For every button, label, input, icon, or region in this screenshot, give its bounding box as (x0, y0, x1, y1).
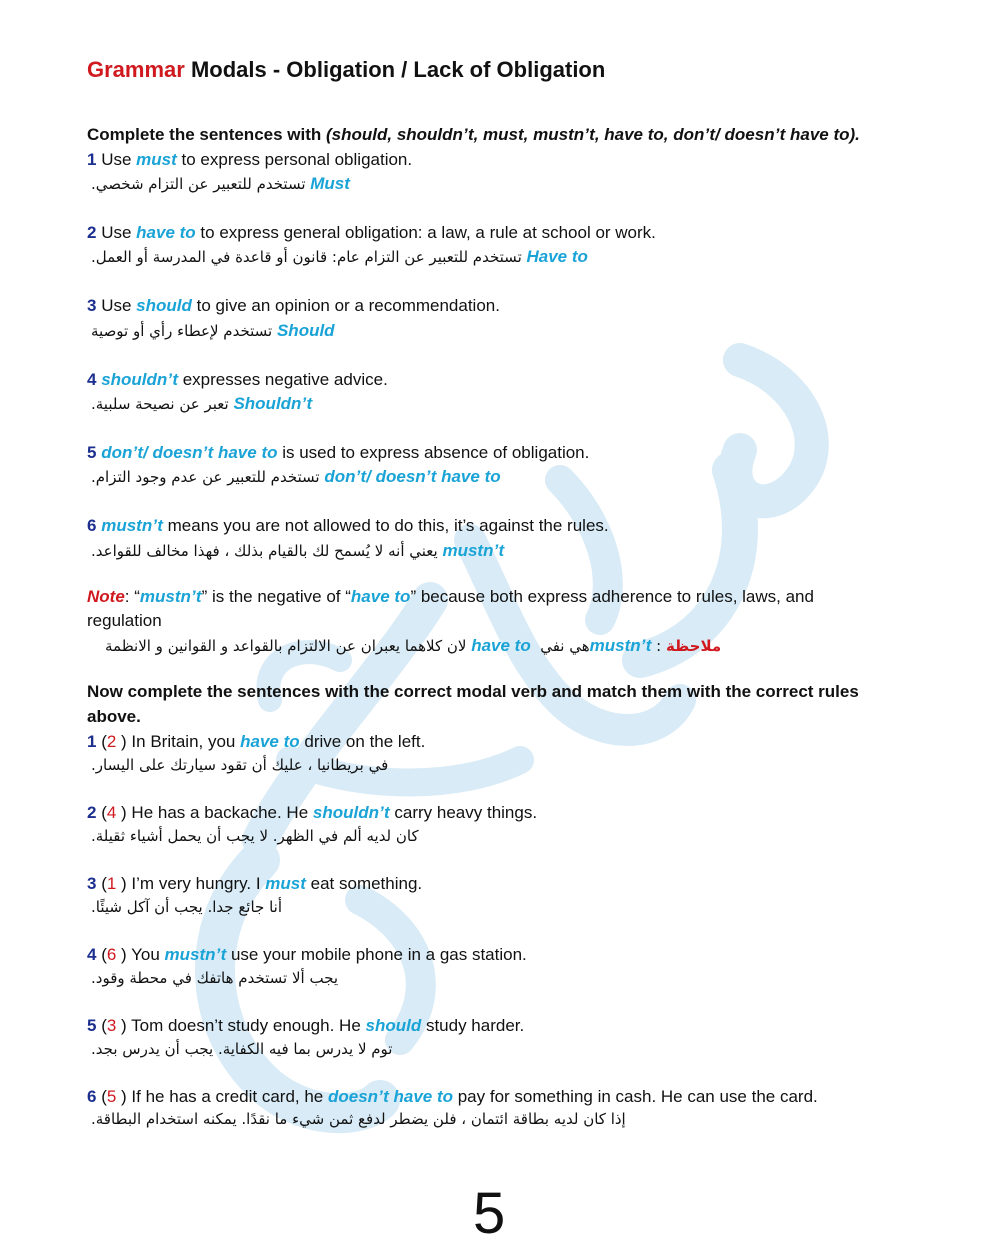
exercise-item-3: 3 (1 ) I’m very hungry. I must eat something. (87, 874, 423, 893)
rule-text: to express general obligation: a law, a rule at school or work. (195, 223, 656, 242)
exercise-item-1: 1 (2 ) In Britain, you have to drive on the left. (87, 732, 426, 751)
title-label: Grammar (87, 57, 185, 82)
exercise-item-3-arabic (91, 896, 282, 918)
instructions (87, 124, 860, 146)
note-label: Note (87, 587, 125, 606)
rule-number: 1 (87, 150, 97, 169)
arabic-translation: توم لا يدرس بما فيه الكفاية. يجب أن يدرس بجد. (91, 1040, 393, 1058)
arabic-translation: تستخدم للتعبير عن عدم وجود التزام. (91, 468, 320, 486)
exercise-item-2-arabic (91, 825, 419, 847)
item-text: drive on the left. (299, 732, 426, 751)
item-text: ) In Britain, you (116, 732, 241, 751)
exercise-heading-2 (87, 706, 141, 728)
rule-number: 3 (87, 296, 97, 315)
arabic-translation: هي نفي (535, 637, 590, 655)
rule-reference: 2 (106, 732, 117, 751)
rule-keyword: don’t/ doesn’t have to (101, 443, 278, 462)
rule-4-arabic (91, 393, 312, 415)
instructions-prefix: Complete the sentences with (87, 125, 326, 144)
item-number: 2 (87, 803, 97, 822)
rule-number: 2 (87, 223, 97, 242)
exercise-item-5: 5 (3 ) Tom doesn’t study enough. He should study harder. (87, 1016, 525, 1035)
arabic-colon: : (656, 637, 666, 655)
item-number: 5 (87, 1016, 97, 1035)
item-text: ) Tom doesn’t study enough. He (116, 1016, 366, 1035)
item-answer: have to (240, 732, 300, 751)
item-number: 6 (87, 1087, 97, 1106)
arabic-keyword: Should (276, 321, 335, 340)
item-text: ) If he has a credit card, he (116, 1087, 328, 1106)
arabic-keyword: Shouldn’t (233, 394, 313, 413)
note-text: ” because both express adherence to rules, laws, and (410, 587, 814, 606)
rule-reference: 5 (106, 1087, 117, 1106)
page-title (87, 57, 605, 83)
item-text: ) You (116, 945, 165, 964)
item-text: eat something. (305, 874, 423, 893)
item-text: carry heavy things. (389, 803, 538, 822)
note-keyword: have to (350, 587, 411, 606)
rule-number: 4 (87, 370, 97, 389)
arabic-keyword: don’t/ doesn’t have to (324, 467, 501, 486)
exercise-heading-1 (87, 681, 859, 703)
arabic-keyword: mustn’t (442, 541, 505, 560)
note-keyword: mustn’t (139, 587, 202, 606)
exercise-item-2: 2 (4 ) He has a backache. He shouldn’t carry heavy things. (87, 803, 538, 822)
rule-keyword: mustn’t (101, 516, 163, 535)
rule-reference: 3 (106, 1016, 117, 1035)
arabic-translation: تستخدم للتعبير عن التزام عام: قانون أو قاعدة في المدرسة أو العمل. (91, 248, 522, 266)
arabic-translation: تستخدم للتعبير عن التزام شخصي. (91, 175, 306, 193)
rule-reference: 4 (106, 803, 117, 822)
arabic-keyword: Must (310, 174, 350, 193)
rule-5 (87, 442, 589, 464)
exercise-item-5-arabic (91, 1038, 392, 1060)
item-number: 4 (87, 945, 97, 964)
rule-keyword: should (136, 296, 192, 315)
item-answer: mustn’t (164, 945, 227, 964)
rule-6-arabic (91, 540, 504, 562)
rule-5-arabic (91, 466, 501, 488)
arabic-translation: أنا جائع جدا. يجب أن آكل شيئًا. (91, 898, 283, 916)
rule-number: 6 (87, 516, 97, 535)
note-text: regulation (87, 611, 162, 630)
rule-text: means you are not allowed to do this, it’s against the rules. (162, 516, 609, 535)
item-answer: must (265, 874, 306, 893)
arabic-translation: تستخدم لإعطاء رأي أو توصية (91, 322, 273, 340)
rule-1 (87, 149, 412, 171)
arabic-keyword: have to (471, 636, 531, 655)
rule-text: to express personal obligation. (176, 150, 413, 169)
arabic-translation: في بريطانيا ، عليك أن تقود سيارتك على اليسار. (91, 756, 389, 774)
arabic-note-label: ملاحظة (665, 637, 722, 655)
item-answer: shouldn’t (312, 803, 390, 822)
item-text: ) I’m very hungry. I (116, 874, 266, 893)
item-answer: doesn’t have to (328, 1087, 453, 1106)
exercise-item-4-arabic (91, 967, 338, 989)
arabic-translation: إذا كان لديه بطاقة ائتمان ، فلن يضطر لدفع ثمن شيء ما نقدًا. يمكنه استخدام البطاقة. (91, 1110, 626, 1128)
item-text: use your mobile phone in a gas station. (226, 945, 527, 964)
rule-4 (87, 369, 388, 391)
exercise-item-6-arabic (91, 1108, 626, 1130)
arabic-translation: لان كلاهما يعبران عن الالتزام بالقواعد و القوانين و الانظمة (105, 637, 467, 655)
exercise-heading: above. (87, 707, 141, 726)
rule-reference: 1 (106, 874, 117, 893)
rule-keyword: must (136, 150, 177, 169)
title-text: Modals - Obligation / Lack of Obligation (190, 57, 606, 82)
rule-number: 5 (87, 443, 97, 462)
item-number: 3 (87, 874, 97, 893)
note-line-2 (87, 610, 162, 632)
arabic-keyword: mustn’t (589, 636, 652, 655)
item-answer: should (365, 1016, 422, 1035)
rule-1-arabic (91, 173, 350, 195)
note-arabic (105, 635, 721, 657)
rule-text: expresses negative advice. (178, 370, 388, 389)
rule-2-arabic (91, 246, 588, 268)
rule-2 (87, 222, 656, 244)
arabic-translation: تعبر عن نصيحة سلبية. (91, 395, 229, 413)
arabic-translation: يجب ألا تستخدم هاتفك في محطة وقود. (91, 969, 339, 987)
item-number: 1 (87, 732, 97, 751)
note-text: : “ (124, 587, 140, 606)
item-text: pay for something in cash. He can use the card. (453, 1087, 818, 1106)
rule-text: Use (101, 150, 137, 169)
item-text: study harder. (421, 1016, 525, 1035)
item-text: ) He has a backache. He (116, 803, 313, 822)
rule-3 (87, 295, 500, 317)
exercise-heading: Now complete the sentences with the correct modal verb and match them with the correct rules (87, 682, 859, 701)
rule-reference: 6 (106, 945, 117, 964)
rule-3-arabic (91, 320, 335, 342)
exercise-item-1-arabic (91, 754, 388, 776)
exercise-item-6: 6 (5 ) If he has a credit card, he doesn’t have to pay for something in cash. He can use the card. (87, 1087, 818, 1106)
rule-6 (87, 515, 609, 537)
note (87, 586, 814, 608)
instructions-options: (should, shouldn’t, must, mustn’t, have to, don’t/ doesn’t have to). (326, 125, 860, 144)
page-number: 5 (473, 1181, 506, 1246)
rule-text: to give an opinion or a recommendation. (191, 296, 500, 315)
rule-text: Use (101, 223, 137, 242)
note-text: ” is the negative of “ (201, 587, 351, 606)
arabic-keyword: Have to (526, 247, 588, 266)
rule-text: is used to express absence of obligation. (277, 443, 590, 462)
rule-keyword: have to (136, 223, 196, 242)
arabic-translation: يعني أنه لا يُسمح لك بالقيام بذلك ، فهذا مخالف للقواعد. (91, 542, 438, 560)
rule-keyword: shouldn’t (101, 370, 178, 389)
rule-text: Use (101, 296, 137, 315)
arabic-translation: كان لديه ألم في الظهر. لا يجب أن يحمل أشياء ثقيلة. (91, 827, 419, 845)
exercise-item-4: 4 (6 ) You mustn’t use your mobile phone in a gas station. (87, 945, 527, 964)
